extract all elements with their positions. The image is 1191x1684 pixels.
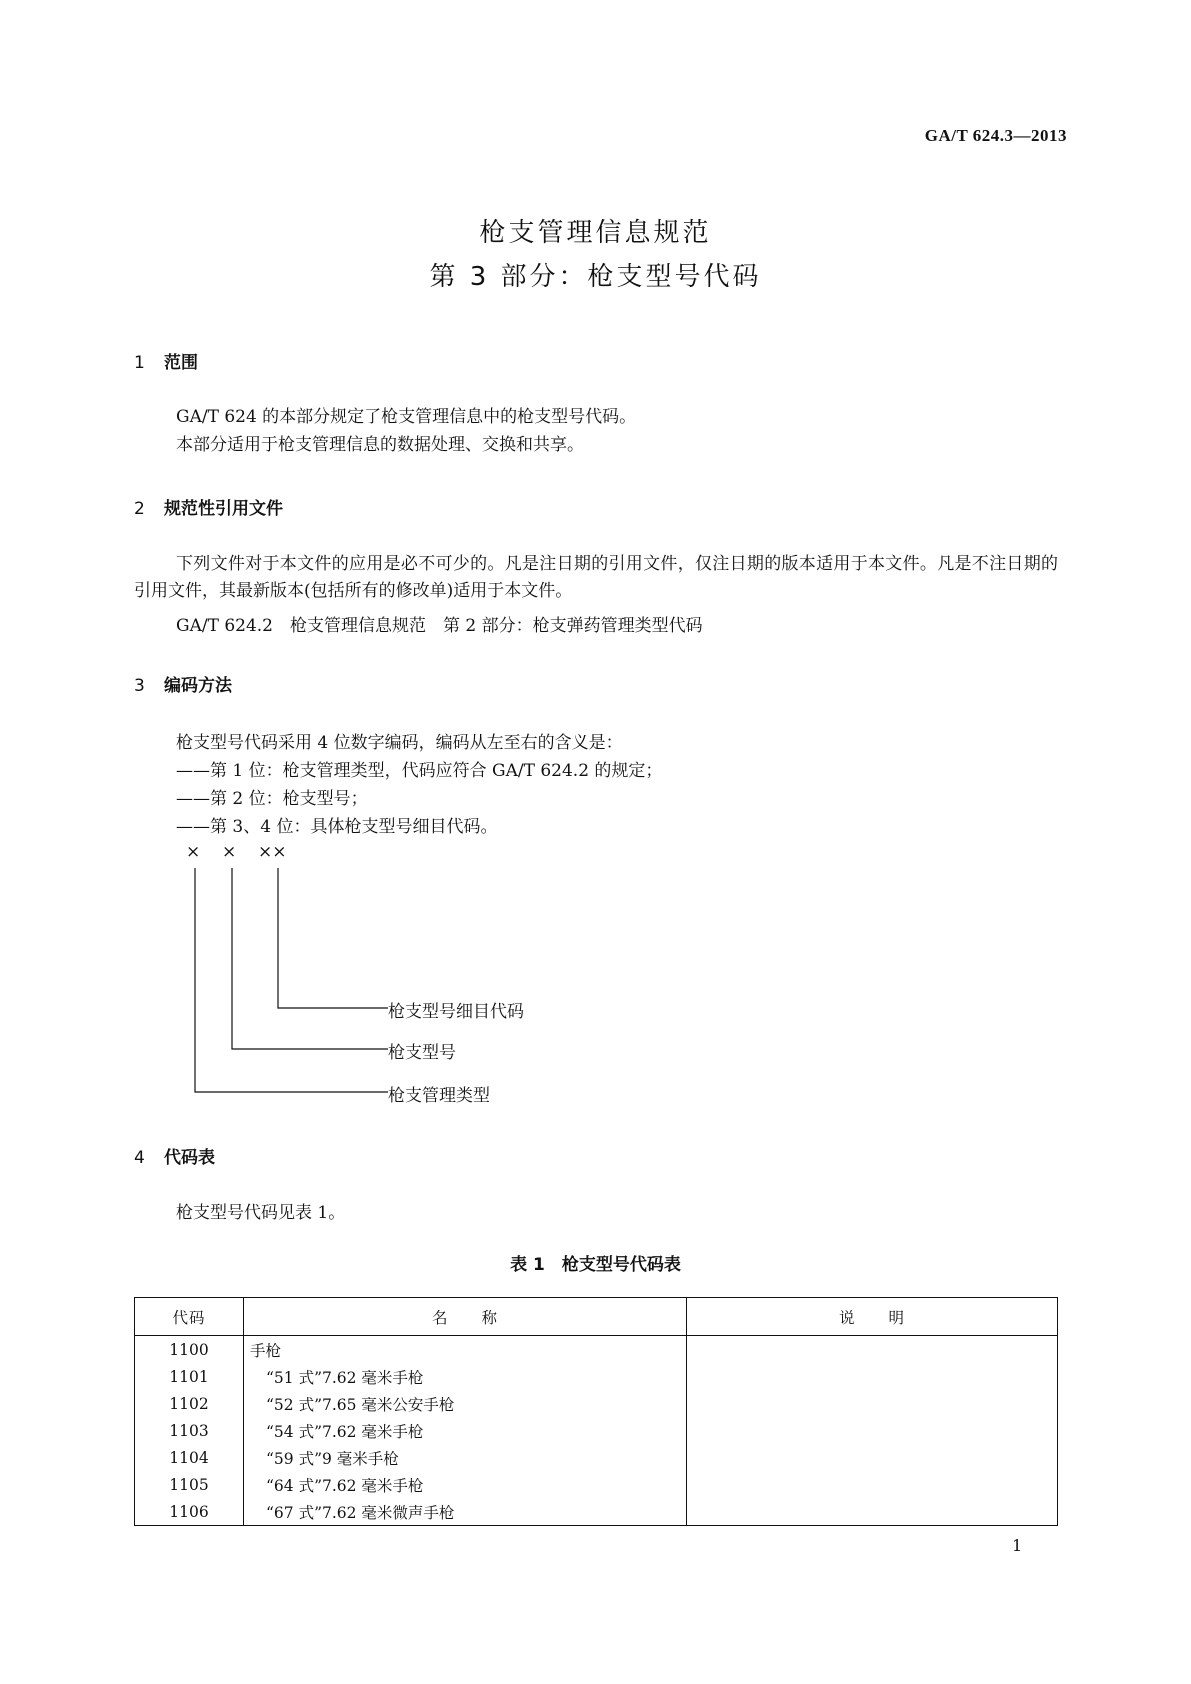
note-cell — [687, 1444, 1058, 1471]
name-cell: “54 式”7.62 毫米手枪 — [244, 1417, 687, 1444]
section-number: 3 — [134, 676, 145, 696]
table-header-row — [135, 1298, 1058, 1336]
paragraph: 枪支型号代码采用 4 位数字编码，编码从左至右的含义是： — [176, 733, 623, 753]
name-cell: “52 式”7.65 毫米公安手枪 — [244, 1390, 687, 1417]
column-header-code: 代码 — [135, 1298, 244, 1336]
name-cell: “59 式”9 毫米手枪 — [244, 1444, 687, 1471]
diagram-label-detail-code: 枪支型号细目代码 — [388, 1002, 524, 1022]
table-row — [135, 1390, 1058, 1417]
name-cell: “51 式”7.62 毫米手枪 — [244, 1363, 687, 1390]
code-cell: 1104 — [135, 1444, 244, 1471]
note-cell — [687, 1336, 1058, 1364]
table-row — [135, 1417, 1058, 1444]
section-number: 4 — [134, 1148, 145, 1168]
section-title: 范围 — [164, 353, 198, 373]
list-item: ——第 3、4 位：具体枪支型号细目代码。 — [176, 817, 498, 837]
code-cell: 1106 — [135, 1498, 244, 1526]
paragraph: 下列文件对于本文件的应用是必不可少的。凡是注日期的引用文件，仅注日期的版本适用于本文件。凡是不注日期的引用文件，其最新版本(包括所有的修改单)适用于本文件。 — [134, 554, 1058, 601]
connector-line-detail-code — [278, 868, 388, 1008]
name-cell: “64 式”7.62 毫米手枪 — [244, 1471, 687, 1498]
code-cell: 1103 — [135, 1417, 244, 1444]
column-header-note: 说 明 — [687, 1298, 1058, 1336]
paragraph: GA/T 624 的本部分规定了枪支管理信息中的枪支型号代码。 — [176, 407, 637, 427]
note-cell — [687, 1363, 1058, 1390]
list-item: ——第 2 位：枪支型号； — [176, 789, 368, 809]
table-row — [135, 1336, 1058, 1364]
reference-document: GA/T 624.2 枪支管理信息规范 第 2 部分：枪支弹药管理类型代码 — [176, 616, 703, 636]
code-table — [134, 1297, 1058, 1526]
note-cell — [687, 1471, 1058, 1498]
table-row — [135, 1444, 1058, 1471]
section-title: 规范性引用文件 — [164, 499, 283, 519]
page-number: 1 — [1012, 1536, 1023, 1555]
section-number: 2 — [134, 499, 145, 519]
code-digit-1-symbol: × — [186, 842, 201, 862]
code-cell: 1102 — [135, 1390, 244, 1417]
diagram-label-model: 枪支型号 — [388, 1043, 456, 1063]
note-cell — [687, 1390, 1058, 1417]
note-cell — [687, 1417, 1058, 1444]
connector-line-model — [232, 868, 388, 1049]
section-title: 编码方法 — [164, 676, 232, 696]
standard-code: GA/T 624.3—2013 — [924, 126, 1067, 145]
section-number: 1 — [134, 353, 145, 373]
document-subtitle: 第 3 部分：枪支型号代码 — [429, 262, 762, 292]
diagram-label-management-type: 枪支管理类型 — [388, 1086, 490, 1106]
table-row — [135, 1363, 1058, 1390]
code-cell: 1105 — [135, 1471, 244, 1498]
table-row — [135, 1498, 1058, 1526]
code-digit-3-4-symbol: ×× — [258, 842, 287, 862]
code-cell: 1100 — [135, 1336, 244, 1364]
paragraph: 枪支型号代码见表 1。 — [176, 1203, 346, 1223]
note-cell — [687, 1498, 1058, 1526]
document-title: 枪支管理信息规范 — [479, 218, 712, 248]
code-digit-2-symbol: × — [222, 842, 237, 862]
code-cell: 1101 — [135, 1363, 244, 1390]
section-title: 代码表 — [164, 1148, 215, 1168]
table-caption: 表 1 枪支型号代码表 — [510, 1255, 681, 1275]
name-cell: “67 式”7.62 毫米微声手枪 — [244, 1498, 687, 1526]
paragraph: 本部分适用于枪支管理信息的数据处理、交换和共享。 — [176, 435, 584, 455]
list-item: ——第 1 位：枪支管理类型，代码应符合 GA/T 624.2 的规定； — [176, 761, 663, 781]
name-cell: 手枪 — [244, 1336, 687, 1364]
table-row — [135, 1471, 1058, 1498]
column-header-name: 名 称 — [244, 1298, 687, 1336]
section-heading-code-table — [134, 1143, 215, 1168]
connector-line-management-type — [195, 868, 388, 1092]
